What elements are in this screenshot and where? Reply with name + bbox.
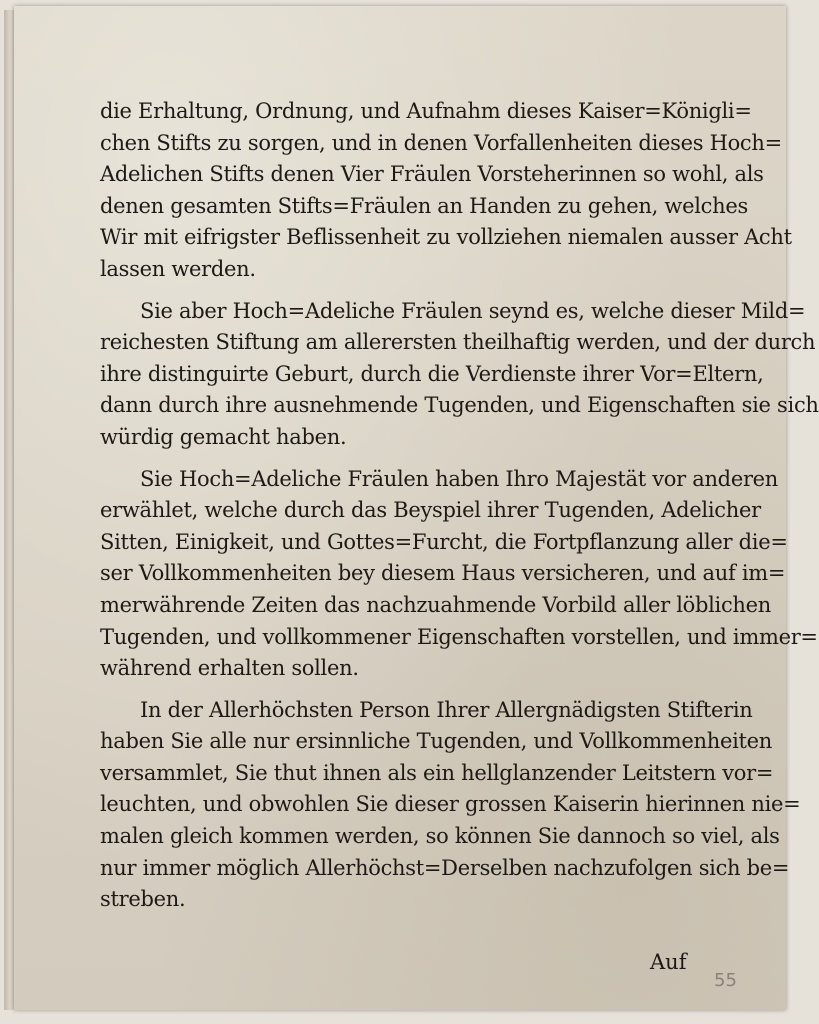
text-line: haben Sie alle nur ersinnliche Tugenden, und Vollkommenheiten: [100, 729, 773, 754]
text-line: nur immer möglich Allerhöchst=Derselben nachzufolgen sich be=: [100, 855, 790, 880]
text-line: ser Vollkommenheiten bey diesem Haus versicheren, und auf im=: [100, 561, 786, 586]
text-line: während erhalten sollen.: [100, 656, 359, 681]
text-line: reichesten Stiftung am allerersten theilhaftig werden, und der durch: [100, 330, 816, 355]
text-line: würdig gemacht haben.: [100, 424, 347, 449]
text-line: leuchten, und obwohlen Sie dieser grossen Kaiserin hierinnen nie=: [100, 792, 801, 817]
text-line: Adelichen Stifts denen Vier Fräulen Vorsteherinnen so wohl, als: [100, 162, 764, 187]
text-line: lassen werden.: [100, 256, 256, 281]
text-line: Sie aber Hoch=Adeliche Fräulen seynd es, welche dieser Mild=: [140, 298, 806, 323]
text-line: chen Stifts zu sorgen, und in denen Vorfallenheiten dieses Hoch=: [100, 130, 782, 155]
text-line: In der Allerhöchsten Person Ihrer Allergnädigsten Stifterin: [140, 697, 753, 722]
text-line: dann durch ihre ausnehmende Tugenden, und Eigenschaften sie sich: [100, 393, 819, 418]
body-text: [100, 96, 819, 916]
catchword: Auf: [650, 950, 687, 974]
paragraph-2: [100, 296, 819, 454]
text-line: Wir mit eifrigster Beflissenheit zu vollziehen niemalen ausser Acht: [100, 225, 792, 250]
text-line: denen gesamten Stifts=Fräulen an Handen zu gehen, welches: [100, 193, 748, 218]
text-line: Sitten, Einigkeit, und Gottes=Furcht, die Fortpflanzung aller die=: [100, 529, 788, 554]
text-line: streben.: [100, 887, 186, 912]
text-line: malen gleich kommen werden, so können Sie dannoch so viel, als: [100, 824, 780, 849]
paragraph-4: [100, 695, 801, 916]
text-line: erwählet, welche durch das Beyspiel ihrer Tugenden, Adelicher: [100, 498, 761, 523]
text-line: versammlet, Sie thut ihnen als ein hellglanzender Leitstern vor=: [100, 760, 774, 785]
text-line: Sie Hoch=Adeliche Fräulen haben Ihro Majestät vor anderen: [140, 466, 779, 491]
document-page: [14, 6, 819, 1010]
paragraph-1: [100, 96, 792, 286]
paragraph-3: [100, 464, 818, 685]
text-line: merwährende Zeiten das nachzuahmende Vorbild aller löblichen: [100, 592, 772, 617]
text-line: Tugenden, und vollkommener Eigenschaften vorstellen, und immer=: [100, 624, 818, 649]
text-line: ihre distinguirte Geburt, durch die Verdienste ihrer Vor=Eltern,: [100, 361, 764, 386]
page-number: 55: [714, 970, 737, 991]
text-line: die Erhaltung, Ordnung, und Aufnahm dieses Kaiser=Königli=: [100, 99, 752, 123]
